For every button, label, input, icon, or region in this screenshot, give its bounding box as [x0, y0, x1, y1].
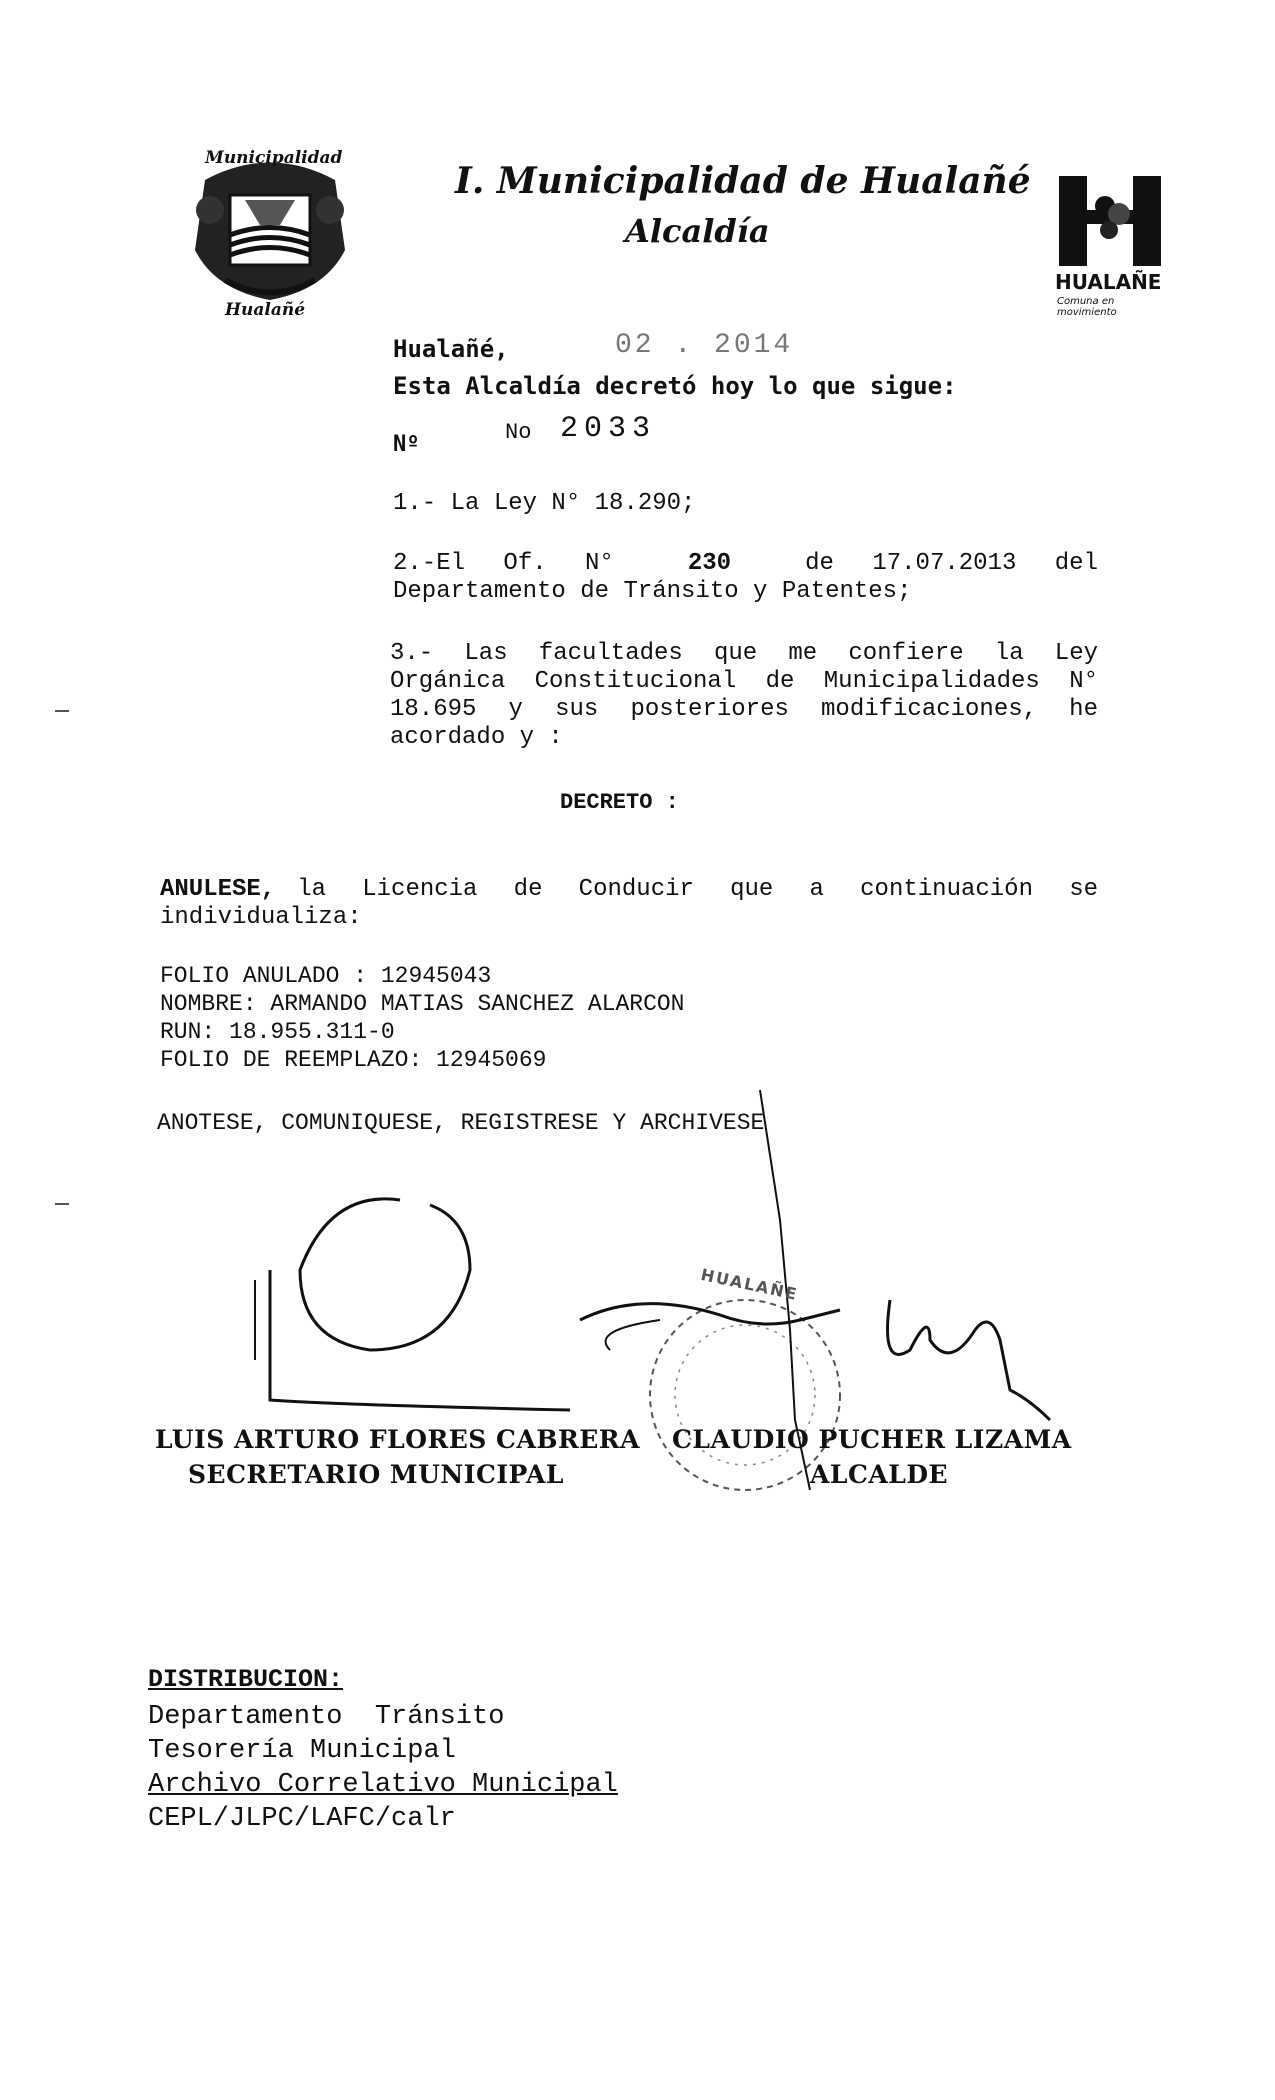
margin-mark	[55, 1203, 69, 1205]
distribution-item: Departamento Tránsito	[148, 1702, 505, 1732]
nombre: NOMBRE: ARMANDO MATIAS SANCHEZ ALARCON	[160, 991, 685, 1017]
intro-line: Esta Alcaldía decretó hoy lo que sigue:	[393, 372, 957, 400]
date-stamp: 02 . 2014	[615, 330, 794, 361]
number-label: Nº	[393, 432, 420, 457]
folio-anulado: FOLIO ANULADO : 12945043	[160, 963, 492, 989]
hualane-logo	[1055, 170, 1175, 320]
considerando-2-bold: 230	[687, 550, 732, 577]
decree-body	[160, 876, 1098, 932]
considerando-3-line3: 18.695 y sus posteriores modificaciones, he	[390, 696, 1098, 723]
distribution-item: Archivo Correlativo Municipal	[148, 1770, 618, 1800]
distribution-list	[148, 1700, 618, 1836]
considerando-2-cont: Departamento de Tránsito y Patentes;	[393, 578, 912, 605]
header-subtitle: Alcaldía	[625, 212, 770, 250]
body-line1: la Licencia de Conducir que a continuación se	[297, 876, 1098, 903]
body-line2: individualiza:	[160, 904, 362, 931]
decreto-heading: DECRETO :	[560, 790, 679, 815]
header-title: I. Municipalidad de Hualañé	[455, 160, 1031, 202]
closing-line: ANOTESE, COMUNIQUESE, REGISTRESE Y ARCHIVESE	[157, 1110, 765, 1136]
distribution-heading: DISTRIBUCION:	[148, 1665, 344, 1694]
right-signatory-name: CLAUDIO PUCHER LIZAMA	[672, 1425, 1072, 1454]
logo-h-icon	[1055, 170, 1165, 270]
considerando-2-post: de 17.07.2013 del	[805, 550, 1098, 577]
right-signatory-title: ALCALDE	[810, 1460, 949, 1489]
considerando-3-line1: 3.- Las facultades que me confiere la Ley	[390, 640, 1098, 667]
considerando-1: 1.- La Ley N° 18.290;	[393, 490, 696, 517]
considerando-3-line2: Orgánica Constitucional de Municipalidades N°	[390, 668, 1098, 695]
considerando-2-pre: 2.-El Of. N°	[393, 550, 614, 577]
distribution-item: Tesorería Municipal	[148, 1736, 456, 1766]
logo-tagline: Comuna en movimiento	[1057, 296, 1117, 318]
number-stamp-prefix: No	[505, 420, 532, 445]
number-stamp-value: 2033	[560, 412, 657, 446]
municipal-seal	[185, 140, 355, 325]
distribution-item: CEPL/JLPC/LAFC/calr	[148, 1804, 456, 1834]
considerando-3-line4: acordado y :	[390, 724, 563, 751]
seal-top-text: Municipalidad	[205, 148, 343, 168]
considerando-2	[393, 550, 1098, 606]
license-fields	[160, 962, 685, 1074]
seal-bottom-text: Hualañé	[225, 300, 306, 320]
left-signatory-name: LUIS ARTURO FLORES CABRERA	[155, 1425, 640, 1454]
left-signatory-title: SECRETARIO MUNICIPAL	[188, 1460, 564, 1489]
stamp-text: HUALAÑE	[699, 1264, 801, 1305]
anulese-word: ANULESE,	[160, 876, 276, 903]
run: RUN: 18.955.311-0	[160, 1019, 395, 1045]
logo-name: HUALAÑE	[1055, 270, 1162, 294]
considerando-3	[390, 640, 1098, 752]
place-label: Hualañé,	[393, 335, 509, 363]
folio-reemplazo: FOLIO DE REEMPLAZO: 12945069	[160, 1047, 547, 1073]
margin-mark	[55, 710, 69, 712]
